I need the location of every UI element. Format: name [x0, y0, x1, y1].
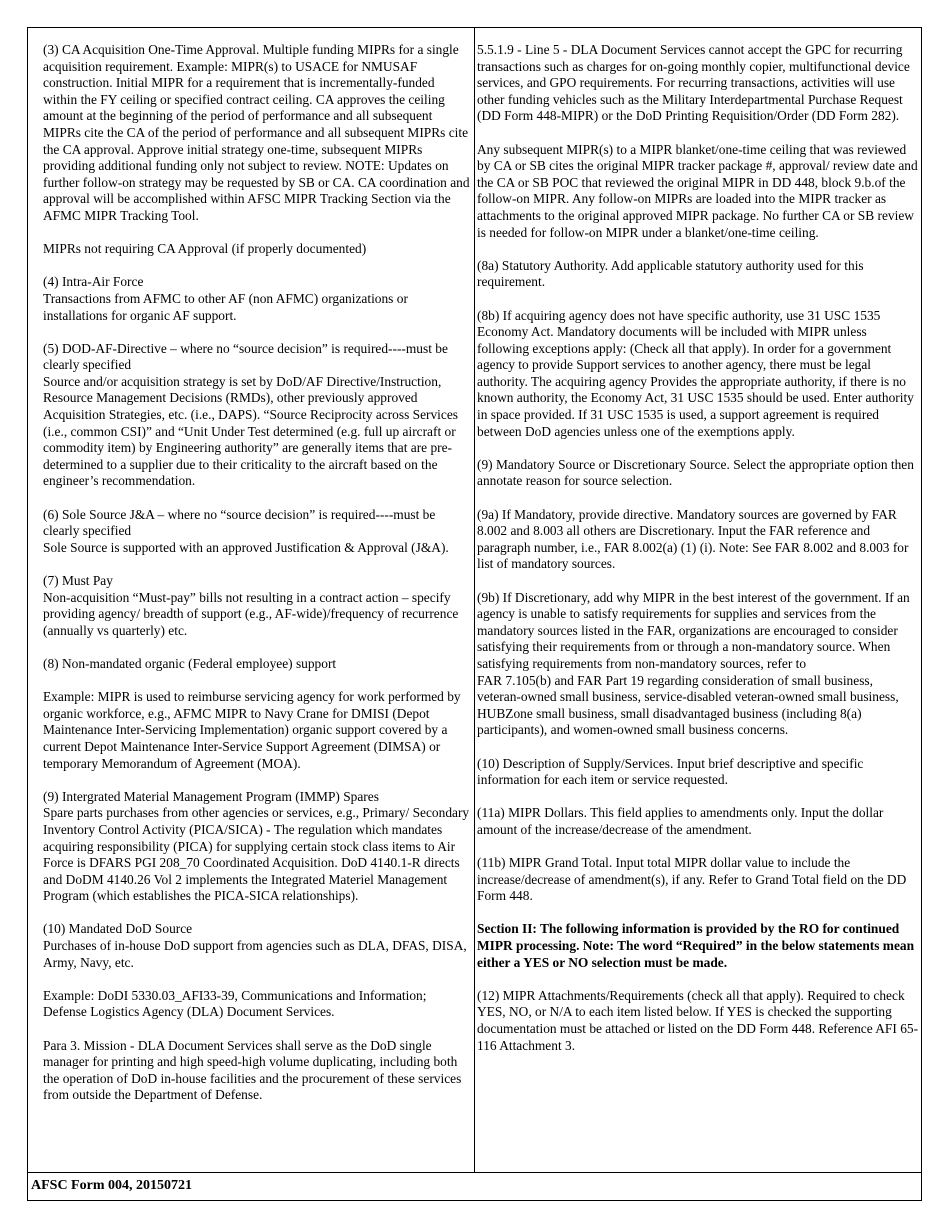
- para-10-description: (10) Description of Supply/Services. Input brief descriptive and specific information for each item or service requested.: [477, 755, 864, 788]
- para-must-pay: (7) Must Pay Non-acquisition “Must-pay” bills not resulting in a contract action – specify providing agency/ breadth of support (e.g., AF-wide)/frequency of recurrence (annually vs quarterly) etc.: [43, 573, 459, 638]
- footer-rule: [27, 1172, 922, 1173]
- para-9-mandatory-source: (9) Mandatory Source or Discretionary Source. Select the appropriate option then annotate reason for source selection.: [477, 456, 914, 489]
- para-mission: Para 3. Mission - DLA Document Services shall serve as the DoD single manager for printing and high speed-high volume duplicating, including both the operation of DoD in-house facilities and the procurement of these services from outside the Department of Defense.: [43, 1037, 462, 1103]
- para-8b-economy-act: (8b) If acquiring agency does not have specific authority, use 31 USC 1535 Economy Act. Mandatory documents will be included with MIPR unless following exceptions apply: (Check all that apply). In order for a government agency to provide Support services to another agency, there must be legal authority. The acquiring agency Provides the appropriate authority, if there is no known authority, the Economy Act, 31 USC 1535 should be used. Enter authority in space provided. If 31 USC 1535 is used, a support agreement is required between DoD agencies unless one of the exemptions apply.: [477, 307, 914, 439]
- para-subsequent-mipr: Any subsequent MIPR(s) to a MIPR blanket/one-time ceiling that was reviewed by CA or SB cites the original MIPR tracker package #, approval/ review date and the CA or SB POC that reviewed the original MIPR in DD 448, block 9.b.of the follow-on MIPR. Any follow-on MIPRs are loaded into the MIPR tracker as attachments to the original approved MIPR package. No further CA or SB review is needed for follow-on MIPR under a blanket/one-time ceiling.: [477, 141, 918, 240]
- column-divider: [474, 27, 475, 1173]
- para-mandated-dod-source: (10) Mandated DoD Source Purchases of in-house DoD support from agencies such as DLA, DFAS, DISA, Army, Navy, etc.: [43, 921, 467, 970]
- para-non-mandated-organic: (8) Non-mandated organic (Federal employee) support: [43, 655, 337, 671]
- form-footer: AFSC Form 004, 20150721: [31, 1178, 192, 1193]
- para-intra-air-force: (4) Intra-Air Force Transactions from AFMC to other AF (non AFMC) organizations or installations for organic AF support.: [43, 274, 408, 323]
- para-8a-statutory: (8a) Statutory Authority. Add applicable statutory authority used for this requirement.: [477, 257, 864, 290]
- para-mipr-not-requiring-ca: MIPRs not requiring CA Approval (if properly documented): [43, 241, 367, 257]
- para-sole-source: (6) Sole Source J&A – where no “source decision” is required----must be clearly specified Sole Source is supported with an approved Justification & Approval (J&A).: [43, 506, 449, 555]
- para-immp-spares: (9) Intergrated Material Management Program (IMMP) Spares Spare parts purchases from other agencies or services, e.g., Primary/ Secondary Inventory Control Activity (PICA/SICA) - The regulation which mandates acquiring responsibility (PICA) for supplying certain stock class items to Air Force is DFARS PGI 208_70 Coordinated Acquisition. DoD 4140.1-R directs and DoDM 4140.26 Vol 2 implements the Integrated Materiel Management Program (which establishes the PICA-SICA relationships).: [43, 788, 470, 904]
- para-dod-af-directive: (5) DOD-AF-Directive – where no “source decision” is required----must be clearly specified Source and/or acquisition strategy is set by DoD/AF Directive/Instruction, Resource Management Decisions (RMDs), other previously approved Acquisition Strategies, etc. (i.e., DAPS). “Source Reciprocity across Services (i.e., common CSI)” and “Unit Under Test determined (e.g. full up aircraft or commodity item) by Engineering authority” are generally items that are pre-determined to a supplier due to their criticality to the aircraft based on the engineer’s recommendation.: [43, 340, 459, 489]
- para-example-reimburse: Example: MIPR is used to reimburse servicing agency for work performed by organic workforce, e.g., AFMC MIPR to Navy Crane for DMISI (Depot Maintenance Inter-Servicing Implementation) organic support covered by a current Depot Maintenance Inter-Service Support Agreement (DIMSA) or temporary Memorandum of Agreement (MOA).: [43, 689, 461, 771]
- right-column: [477, 42, 920, 1071]
- para-example-dodi: Example: DoDI 5330.03_AFI33-39, Communications and Information; Defense Logistics Agency (DLA) Document Services.: [43, 987, 427, 1020]
- left-column: [43, 42, 471, 1121]
- para-ca-one-time-approval: (3) CA Acquisition One-Time Approval. Multiple funding MIPRs for a single acquisition requirement. Example: MIPR(s) to USACE for NMUSAF construction. Initial MIPR for a requirement that is incrementally-funded within the FY ceiling or specified contract ceiling. CA approves the ceiling amount at the beginning of the period of performance and all subsequent MIPRs cite the CA of the period of performance and all subsequent MIPRs cite the CA approval. Approve initial strategy one-time, subsequent MIPRs providing additional funding only not subject to review. NOTE: Updates on further follow-on strategy may be requested by SB or CA. CA coordination and approval will be accomplished within AFSC MIPR Tracking Section via the AFMC MIPR Tracking Tool.: [43, 42, 470, 223]
- para-11b-grand-total: (11b) MIPR Grand Total. Input total MIPR dollar value to include the increase/decrease of amendment(s), if any. Refer to Grand Total field on the DD Form 448.: [477, 855, 907, 904]
- para-line-5-dla: 5.5.1.9 - Line 5 - DLA Document Services cannot accept the GPC for recurring transactions such as charges for on-going monthly copier, multifunctional device services, and GPO requirements. For recurring transactions, activities will use other funding vehicles such as the Military Interdepartmental Purchase Request (DD Form 448-MIPR) or the DoD Printing Requisition/Order (DD Form 282).: [477, 42, 910, 124]
- para-9b-discretionary: (9b) If Discretionary, add why MIPR in the best interest of the government. If an agency is unable to satisfy requirements for supplies and services from the mandatory sources listed in the FAR, organizations are encouraged to consider satisfying their requirements from or through a non-mandatory source. When satisfying requirements from non-mandatory sources, refer to FAR 7.105(b) and FAR Part 19 regarding consideration of small business, veteran-owned small business, service-disabled veteran-owned small business, HUBZone small business, small disadvantaged business (including 8(a) participants), and women-owned small business concerns.: [477, 589, 910, 738]
- para-11a-dollars: (11a) MIPR Dollars. This field applies to amendments only. Input the dollar amount of the increase/decrease of the amendment.: [477, 805, 884, 837]
- section-ii-heading: Section II: The following information is provided by the RO for continued MIPR processing. Note: The word “Required” in the below statements mean either a YES or NO selection must be made.: [477, 921, 915, 970]
- para-9a-mandatory: (9a) If Mandatory, provide directive. Mandatory sources are governed by FAR 8.002 and 8.003 all others are Discretionary. Input the FAR reference and paragraph number, i.e., FAR 8.002(a) (1) (i). Note: See FAR 8.002 and 8.003 for list of mandatory sources.: [477, 506, 909, 572]
- para-12-attachments: (12) MIPR Attachments/Requirements (check all that apply). Required to check YES, NO, or N/A to each item listed below. If YES is checked the supporting documentation must be attached or listed on the DD Form 448. Reference AFI 65-116 Attachment 3.: [477, 987, 919, 1053]
